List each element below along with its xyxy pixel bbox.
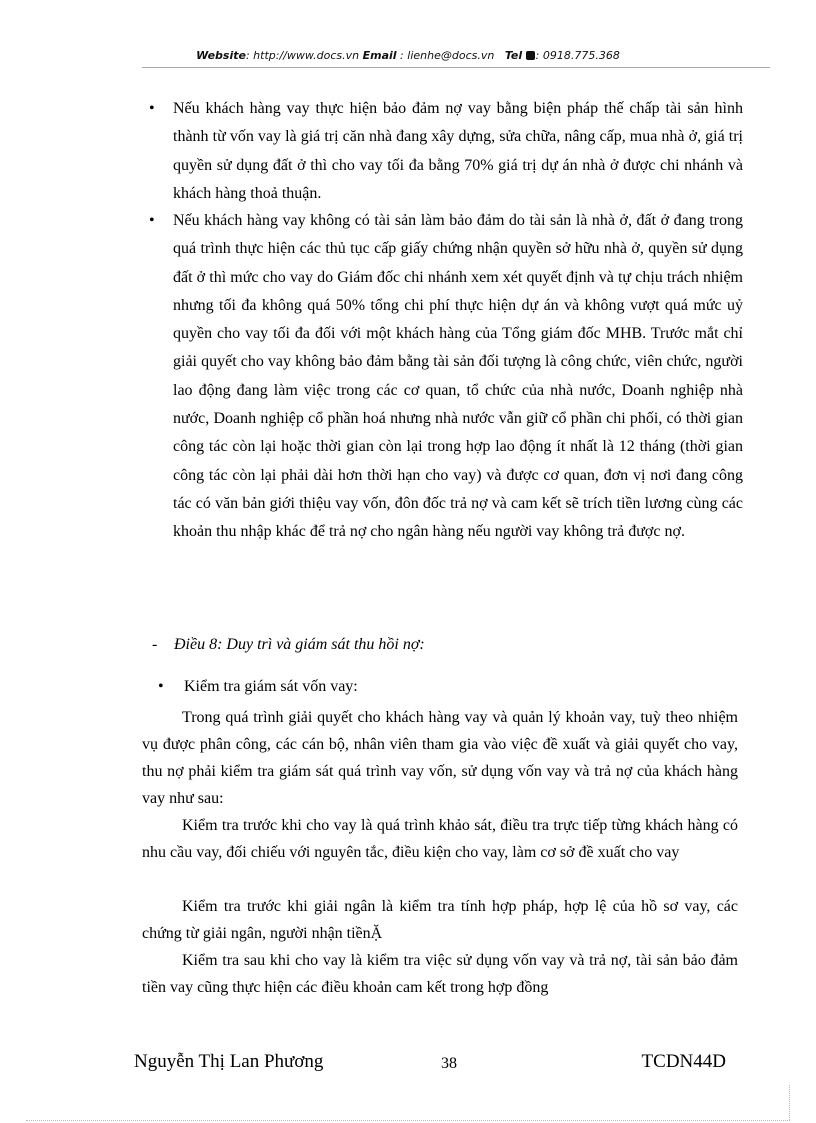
section-dash: - [152, 636, 158, 653]
footer-author: Nguyễn Thị Lan Phương [134, 1051, 324, 1072]
section-heading [152, 636, 425, 654]
page-header [0, 49, 816, 62]
footer-class-code: TCDN44D [641, 1051, 726, 1072]
header-divider [142, 67, 770, 68]
sub-bullet-marker: • [158, 678, 164, 695]
paragraph: Kiểm tra trước khi cho vay là quá trình khảo sát, điều tra trực tiếp từng khách hàng có nhu cầu vay, đối chiếu với nguyên tắc, điều kiện cho vay, làm cơ sở đề xuất cho vay [142, 817, 738, 861]
website-url: : http://www.docs.vn [245, 49, 360, 62]
bullet-marker: • [149, 212, 155, 229]
tel-label: Tel [504, 49, 523, 62]
right-border [789, 1085, 790, 1120]
bullet-marker: • [149, 100, 155, 117]
bottom-border [26, 1120, 790, 1121]
bullet-text: Nếu khách hàng vay không có tài sản làm bảo đảm do tài sản là nhà ở, đất ở đang trong quá trình thực hiện các thủ tục cấp giấy chứng nhận quyền sở hữu nhà ở, quyền sử dụng đất ở thì mức cho vay do Giám đốc chi nhánh xem xét quyết định và tự chịu trách nhiệm nhưng tối đa không quá 50% tổng chi phí thực hiện dự án và không vượt quá mức uỷ quyền cho vay tối đa đối với một khách hàng của Tổng giám đốc MHB. Trước mắt chỉ giải quyết cho vay không bảo đảm bằng tài sản đối tượng là công chức, viên chức, người lao động đang làm việc trong các cơ quan, tổ chức của nhà nước, Doanh nghiệp nhà nước, Doanh nghiệp cổ phần hoá nhưng nhà nước vẫn giữ cổ phần chi phối, có thời gian công tác còn lại hoặc thời gian còn lại trong hợp lao động ít nhất là 12 tháng (thời gian công tác còn lại phải dài hơn thời hạn cho vay) và được cơ quan, đơn vị nơi đang công tác có văn bản giới thiệu vay vốn, đôn đốc trả nợ và cam kết sẽ trích tiền lương cùng các khoản thu nhập khác để trả nợ cho ngân hàng nếu người vay không trả được nợ. [173, 212, 743, 541]
paragraph: Kiểm tra trước khi giải ngân là kiểm tra tính hợp pháp, hợp lệ của hồ sơ vay, các chứng từ giải ngân, người nhận tiềnẶ [142, 898, 738, 942]
sub-bullet-text: Kiểm tra giám sát vốn vay: [184, 678, 358, 695]
page-number: 38 [441, 1055, 457, 1072]
phone-icon [526, 51, 535, 60]
tel-number: : 0918.775.368 [535, 49, 620, 62]
email-address: : lienhe@docs.vn [396, 49, 495, 62]
paragraph: Kiểm tra sau khi cho vay là kiểm tra việc sử dụng vốn vay và trả nợ, tài sản bảo đảm tiền vay cũng thực hiện các điều khoản cam kết trong hợp đồng [142, 952, 738, 996]
paragraph: Trong quá trình giải quyết cho khách hàng vay và quản lý khoản vay, tuỳ theo nhiệm vụ được phân công, các cán bộ, nhân viên tham gia vào việc đề xuất và giải quyết cho vay, thu nợ phải kiểm tra giám sát quá trình vay vốn, sử dụng vốn vay và trả nợ của khách hàng vay như sau: [142, 709, 738, 807]
website-label: Website [196, 49, 246, 62]
email-label: Email [362, 49, 397, 62]
section-title: Điều 8: Duy trì và giám sát thu hồi nợ: [174, 636, 425, 653]
bullet-text: Nếu khách hàng vay thực hiện bảo đảm nợ vay bằng biện pháp thế chấp tài sản hình thành từ vốn vay là giá trị căn nhà đang xây dựng, sửa chữa, nâng cấp, mua nhà ở, giá trị quyền sử dụng đất ở thì cho vay tối đa bằng 70% giá trị dự án nhà ở được chi nhánh và khách hàng thoả thuận. [173, 100, 743, 202]
sub-bullet-item [158, 678, 358, 696]
